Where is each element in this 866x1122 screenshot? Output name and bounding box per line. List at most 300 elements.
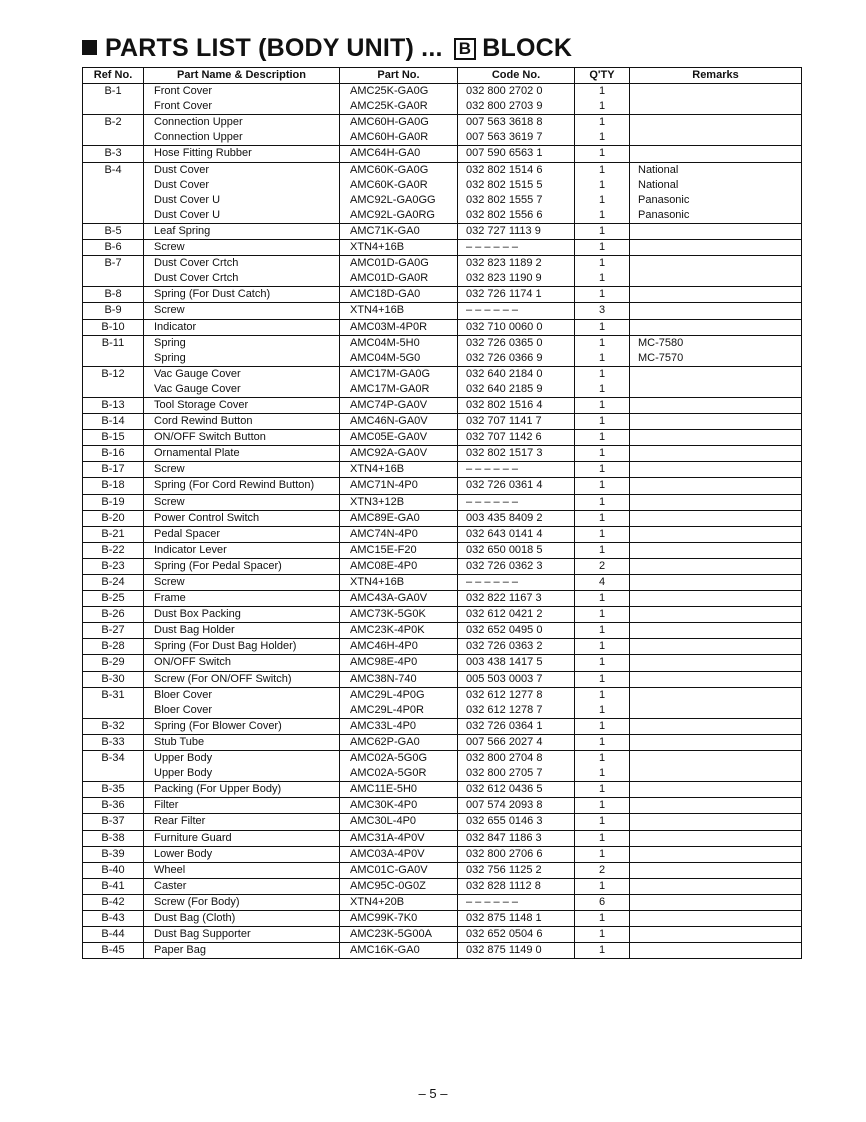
table-row [83,575,802,591]
remarks-cell [630,446,802,462]
qty-cell: 1 [575,271,630,287]
code-no-cell: 032 756 1125 2 [458,862,575,878]
code-no-cell: 032 643 0141 4 [458,526,575,542]
qty-cell: 1 [575,671,630,687]
table-row [83,366,802,382]
ref-no-cell: B-11 [83,335,144,351]
table-row [83,718,802,734]
part-no-cell: AMC92A-GA0V [340,446,458,462]
ref-no-cell: B-44 [83,927,144,943]
qty-cell: 1 [575,734,630,750]
code-no-cell: 007 563 3618 8 [458,115,575,131]
qty-cell: 1 [575,927,630,943]
ref-no-cell: B-26 [83,607,144,623]
ref-no-cell: B-23 [83,558,144,574]
block-letter-badge: B [454,38,476,60]
part-name-cell: Vac Gauge Cover [144,382,340,398]
remarks-cell [630,397,802,413]
remarks-cell [630,414,802,430]
part-name-cell: Dust Cover Crtch [144,256,340,272]
code-no-cell: 032 823 1190 9 [458,271,575,287]
qty-cell: 1 [575,162,630,178]
ref-no-cell: B-6 [83,240,144,256]
table-row [83,223,802,239]
part-no-cell: XTN4+20B [340,894,458,910]
part-name-cell: Spring (For Dust Catch) [144,287,340,303]
ref-no-cell: B-25 [83,591,144,607]
part-no-cell: AMC92L-GA0RG [340,208,458,224]
table-row [83,84,802,100]
ref-no-cell: B-27 [83,623,144,639]
remarks-cell [630,99,802,115]
ref-no-cell: B-31 [83,687,144,703]
part-name-cell: Dust Cover Crtch [144,271,340,287]
part-name-cell: Packing (For Upper Body) [144,782,340,798]
part-no-cell: AMC99K-7K0 [340,910,458,926]
ref-no-cell: B-5 [83,223,144,239]
part-name-cell: ON/OFF Switch Button [144,430,340,446]
remarks-cell [630,478,802,494]
remarks-cell [630,256,802,272]
ref-no-cell: B-28 [83,639,144,655]
ref-no-cell [83,130,144,146]
part-no-cell: AMC25K-GA0G [340,84,458,100]
part-no-cell: AMC31A-4P0V [340,830,458,846]
part-no-cell: AMC89E-GA0 [340,510,458,526]
code-no-cell: 032 800 2705 7 [458,766,575,782]
part-no-cell: AMC01D-GA0R [340,271,458,287]
part-no-cell: AMC16K-GA0 [340,943,458,959]
ref-no-cell: B-9 [83,303,144,319]
table-row [83,526,802,542]
table-row [83,162,802,178]
remarks-cell [630,910,802,926]
part-no-cell: AMC33L-4P0 [340,718,458,734]
remarks-cell [630,462,802,478]
part-no-cell: AMC60H-GA0G [340,115,458,131]
part-no-cell: XTN4+16B [340,303,458,319]
qty-cell: 1 [575,943,630,959]
remarks-cell [630,591,802,607]
code-no-cell: 032 800 2702 0 [458,84,575,100]
remarks-cell [630,526,802,542]
column-header-part: Part No. [340,68,458,84]
qty-cell: 1 [575,287,630,303]
table-row [83,351,802,367]
title-suffix: BLOCK [482,34,573,62]
code-no-cell: – – – – – – [458,462,575,478]
qty-cell: 1 [575,130,630,146]
ref-no-cell: B-40 [83,862,144,878]
part-no-cell: AMC95C-0G0Z [340,878,458,894]
part-name-cell: Caster [144,878,340,894]
remarks-cell [630,782,802,798]
column-header-code: Code No. [458,68,575,84]
part-name-cell: Dust Bag Supporter [144,927,340,943]
code-no-cell: 032 822 1167 3 [458,591,575,607]
table-row [83,446,802,462]
table-row [83,927,802,943]
ref-no-cell: B-1 [83,84,144,100]
qty-cell: 1 [575,208,630,224]
code-no-cell: 032 802 1514 6 [458,162,575,178]
table-row [83,639,802,655]
ref-no-cell [83,271,144,287]
code-no-cell: 032 612 0436 5 [458,782,575,798]
table-row [83,846,802,862]
column-header-name: Part Name & Description [144,68,340,84]
ref-no-cell [83,178,144,193]
part-name-cell: Furniture Guard [144,830,340,846]
part-name-cell: Spring (For Dust Bag Holder) [144,639,340,655]
title-main: PARTS LIST (BODY UNIT) ... [105,34,443,62]
qty-cell: 1 [575,846,630,862]
code-no-cell: 032 726 0365 0 [458,335,575,351]
code-no-cell: 032 727 1113 9 [458,223,575,239]
qty-cell: 1 [575,256,630,272]
ref-no-cell: B-16 [83,446,144,462]
part-no-cell: AMC30L-4P0 [340,814,458,830]
part-name-cell: Screw [144,494,340,510]
table-row [83,510,802,526]
ref-no-cell: B-7 [83,256,144,272]
ref-no-cell: B-12 [83,366,144,382]
table-row [83,591,802,607]
remarks-cell [630,623,802,639]
ref-no-cell: B-13 [83,397,144,413]
qty-cell: 1 [575,240,630,256]
part-name-cell: Screw (For ON/OFF Switch) [144,671,340,687]
part-name-cell: Screw [144,462,340,478]
remarks-cell: Panasonic [630,193,802,208]
qty-cell: 2 [575,558,630,574]
part-name-cell: Screw (For Body) [144,894,340,910]
ref-no-cell: B-20 [83,510,144,526]
part-name-cell: ON/OFF Switch [144,655,340,671]
qty-cell: 1 [575,655,630,671]
remarks-cell [630,558,802,574]
part-no-cell: AMC64H-GA0 [340,146,458,162]
part-name-cell: Bloer Cover [144,687,340,703]
code-no-cell: 003 435 8409 2 [458,510,575,526]
page-number: – 5 – [418,1086,448,1101]
part-name-cell: Ornamental Plate [144,446,340,462]
table-row [83,751,802,767]
part-name-cell: Leaf Spring [144,223,340,239]
part-name-cell: Tool Storage Cover [144,397,340,413]
table-row [83,655,802,671]
part-name-cell: Spring (For Pedal Spacer) [144,558,340,574]
remarks-cell [630,814,802,830]
part-name-cell: Filter [144,798,340,814]
code-no-cell: 032 612 1278 7 [458,703,575,719]
ref-no-cell: B-18 [83,478,144,494]
table-row [83,303,802,319]
remarks-cell [630,223,802,239]
ref-no-cell [83,351,144,367]
part-name-cell: Spring [144,335,340,351]
qty-cell: 1 [575,319,630,335]
ref-no-cell: B-19 [83,494,144,510]
code-no-cell: 032 707 1142 6 [458,430,575,446]
qty-cell: 1 [575,607,630,623]
part-name-cell: Dust Bag (Cloth) [144,910,340,926]
qty-cell: 1 [575,382,630,398]
remarks-cell: MC-7570 [630,351,802,367]
code-no-cell: – – – – – – [458,303,575,319]
qty-cell: 1 [575,178,630,193]
qty-cell: 1 [575,798,630,814]
qty-cell: 4 [575,575,630,591]
part-no-cell: AMC71K-GA0 [340,223,458,239]
table-row [83,478,802,494]
part-no-cell: AMC73K-5G0K [340,607,458,623]
table-row [83,208,802,224]
code-no-cell: 032 612 1277 8 [458,687,575,703]
qty-cell: 1 [575,146,630,162]
part-name-cell: Indicator Lever [144,542,340,558]
ref-no-cell: B-2 [83,115,144,131]
part-name-cell: Dust Cover U [144,193,340,208]
bullet-square-icon [82,40,97,55]
remarks-cell [630,287,802,303]
code-no-cell: 003 438 1417 5 [458,655,575,671]
code-no-cell: – – – – – – [458,894,575,910]
qty-cell: 1 [575,830,630,846]
part-no-cell: AMC60K-GA0G [340,162,458,178]
code-no-cell: 032 823 1189 2 [458,256,575,272]
code-no-cell: – – – – – – [458,494,575,510]
remarks-cell [630,130,802,146]
table-row [83,830,802,846]
code-no-cell: – – – – – – [458,575,575,591]
remarks-cell [630,894,802,910]
code-no-cell: 032 802 1515 5 [458,178,575,193]
page-title [82,34,572,63]
remarks-cell [630,878,802,894]
part-no-cell: AMC60K-GA0R [340,178,458,193]
qty-cell: 1 [575,703,630,719]
remarks-cell [630,687,802,703]
remarks-cell [630,943,802,959]
code-no-cell: 032 800 2703 9 [458,99,575,115]
ref-no-cell: B-14 [83,414,144,430]
code-no-cell: 007 563 3619 7 [458,130,575,146]
ref-no-cell: B-4 [83,162,144,178]
remarks-cell [630,542,802,558]
code-no-cell: 032 726 1174 1 [458,287,575,303]
part-no-cell: AMC23K-5G00A [340,927,458,943]
table-row [83,271,802,287]
remarks-cell: National [630,162,802,178]
remarks-cell [630,115,802,131]
remarks-cell [630,846,802,862]
part-name-cell: Dust Cover U [144,208,340,224]
table-row [83,734,802,750]
part-no-cell: XTN3+12B [340,494,458,510]
part-name-cell: Front Cover [144,99,340,115]
qty-cell: 1 [575,446,630,462]
table-row [83,414,802,430]
ref-no-cell: B-29 [83,655,144,671]
qty-cell: 2 [575,862,630,878]
parts-table-body [83,84,802,959]
remarks-cell [630,655,802,671]
part-name-cell: Dust Cover [144,162,340,178]
part-no-cell: AMC92L-GA0GG [340,193,458,208]
table-row [83,178,802,193]
code-no-cell: 032 800 2704 8 [458,751,575,767]
part-name-cell: Connection Upper [144,130,340,146]
qty-cell: 1 [575,351,630,367]
part-name-cell: Dust Cover [144,178,340,193]
table-row [83,703,802,719]
qty-cell: 1 [575,335,630,351]
remarks-cell [630,366,802,382]
part-no-cell: AMC25K-GA0R [340,99,458,115]
remarks-cell [630,607,802,623]
remarks-cell [630,798,802,814]
table-row [83,862,802,878]
table-row [83,623,802,639]
table-row [83,382,802,398]
code-no-cell: 032 875 1149 0 [458,943,575,959]
part-no-cell: AMC17M-GA0R [340,382,458,398]
ref-no-cell: B-21 [83,526,144,542]
part-no-cell: AMC01C-GA0V [340,862,458,878]
ref-no-cell: B-43 [83,910,144,926]
ref-no-cell [83,766,144,782]
code-no-cell: 032 726 0361 4 [458,478,575,494]
part-name-cell: Front Cover [144,84,340,100]
table-row [83,99,802,115]
part-no-cell: AMC23K-4P0K [340,623,458,639]
qty-cell: 1 [575,366,630,382]
qty-cell: 1 [575,751,630,767]
ref-no-cell: B-37 [83,814,144,830]
part-no-cell: AMC43A-GA0V [340,591,458,607]
code-no-cell: 032 726 0362 3 [458,558,575,574]
part-no-cell: AMC29L-4P0G [340,687,458,703]
table-row [83,910,802,926]
remarks-cell [630,766,802,782]
ref-no-cell: B-3 [83,146,144,162]
qty-cell: 1 [575,542,630,558]
part-name-cell: Bloer Cover [144,703,340,719]
qty-cell: 1 [575,478,630,494]
part-no-cell: AMC03A-4P0V [340,846,458,862]
code-no-cell: 032 652 0495 0 [458,623,575,639]
table-row [83,319,802,335]
remarks-cell [630,575,802,591]
code-no-cell: 032 652 0504 6 [458,927,575,943]
qty-cell: 1 [575,782,630,798]
table-row [83,130,802,146]
part-name-cell: Spring (For Blower Cover) [144,718,340,734]
part-name-cell: Frame [144,591,340,607]
ref-no-cell: B-39 [83,846,144,862]
part-name-cell: Pedal Spacer [144,526,340,542]
code-no-cell: 032 802 1556 6 [458,208,575,224]
code-no-cell: 007 574 2093 8 [458,798,575,814]
code-no-cell: 007 590 6563 1 [458,146,575,162]
part-name-cell: Dust Bag Holder [144,623,340,639]
part-name-cell: Lower Body [144,846,340,862]
remarks-cell: National [630,178,802,193]
part-name-cell: Dust Box Packing [144,607,340,623]
part-no-cell: AMC03M-4P0R [340,319,458,335]
ref-no-cell: B-36 [83,798,144,814]
qty-cell: 1 [575,718,630,734]
remarks-cell [630,319,802,335]
ref-no-cell: B-15 [83,430,144,446]
qty-cell: 1 [575,494,630,510]
table-row [83,494,802,510]
remarks-cell [630,751,802,767]
ref-no-cell: B-32 [83,718,144,734]
code-no-cell: 032 726 0364 1 [458,718,575,734]
table-row [83,782,802,798]
code-no-cell: 032 800 2706 6 [458,846,575,862]
remarks-cell [630,927,802,943]
part-name-cell: Rear Filter [144,814,340,830]
qty-cell: 1 [575,397,630,413]
ref-no-cell: B-45 [83,943,144,959]
part-name-cell: Upper Body [144,751,340,767]
code-no-cell: 032 847 1186 3 [458,830,575,846]
qty-cell: 1 [575,639,630,655]
table-row [83,287,802,303]
remarks-cell [630,240,802,256]
ref-no-cell: B-10 [83,319,144,335]
qty-cell: 1 [575,591,630,607]
ref-no-cell: B-24 [83,575,144,591]
part-name-cell: Screw [144,240,340,256]
qty-cell: 3 [575,303,630,319]
code-no-cell: 032 875 1148 1 [458,910,575,926]
remarks-cell [630,703,802,719]
table-row [83,943,802,959]
part-no-cell: XTN4+16B [340,240,458,256]
part-no-cell: AMC38N-740 [340,671,458,687]
code-no-cell: – – – – – – [458,240,575,256]
qty-cell: 1 [575,462,630,478]
part-no-cell: AMC74N-4P0 [340,526,458,542]
ref-no-cell [83,208,144,224]
part-no-cell: AMC11E-5H0 [340,782,458,798]
ref-no-cell: B-17 [83,462,144,478]
remarks-cell [630,671,802,687]
table-row [83,115,802,131]
remarks-cell [630,382,802,398]
qty-cell: 1 [575,766,630,782]
qty-cell: 1 [575,623,630,639]
remarks-cell: MC-7580 [630,335,802,351]
part-name-cell: Connection Upper [144,115,340,131]
part-name-cell: Vac Gauge Cover [144,366,340,382]
table-row [83,894,802,910]
remarks-cell [630,146,802,162]
part-name-cell: Hose Fitting Rubber [144,146,340,162]
part-no-cell: AMC01D-GA0G [340,256,458,272]
remarks-cell [630,303,802,319]
part-no-cell: AMC04M-5H0 [340,335,458,351]
ref-no-cell [83,193,144,208]
table-row [83,607,802,623]
part-name-cell: Stub Tube [144,734,340,750]
table-row [83,193,802,208]
code-no-cell: 032 726 0363 2 [458,639,575,655]
